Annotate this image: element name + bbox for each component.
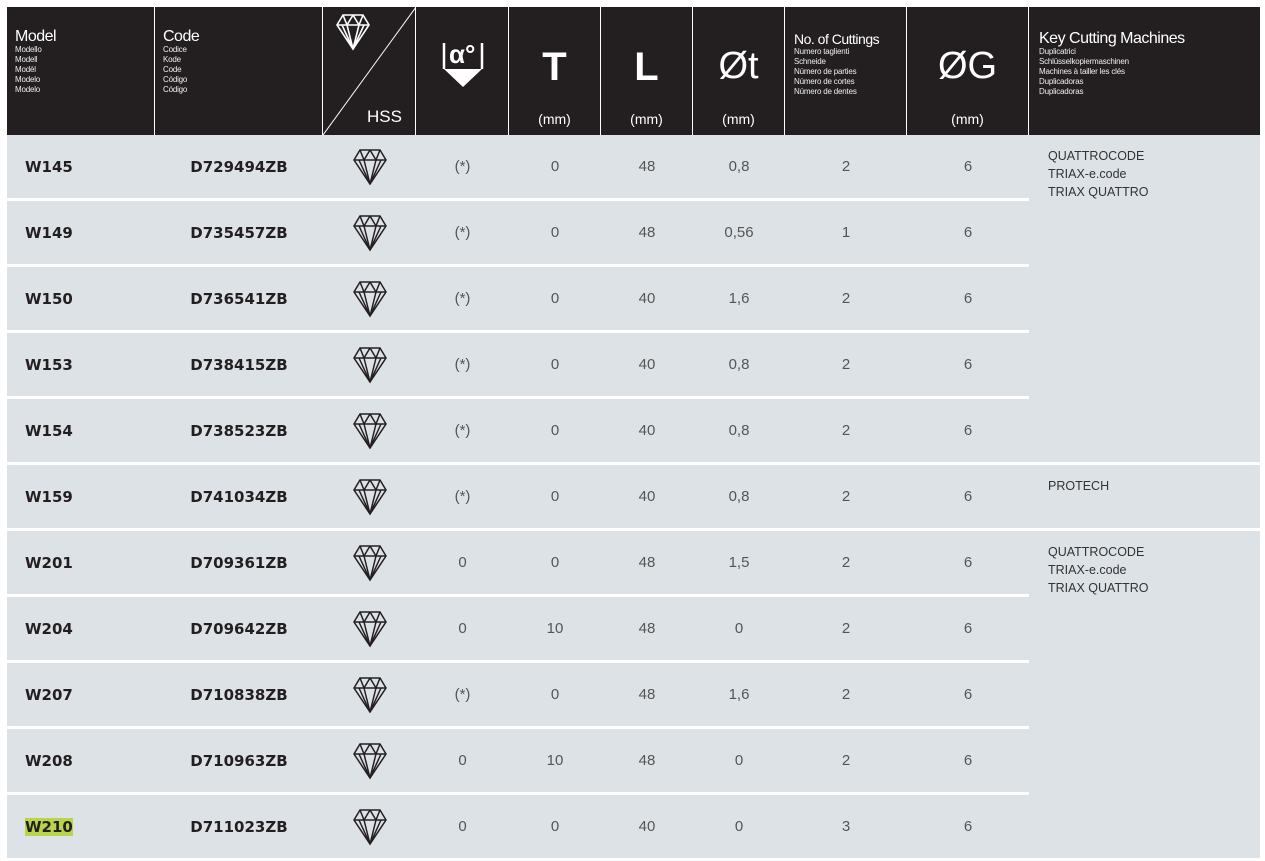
ot-cell: 0 [734,752,744,769]
machine-name: TRIAX QUATTRO [1048,185,1149,199]
material-cell [323,201,416,264]
model-cell [7,795,173,858]
og-cell: 6 [963,554,973,571]
diamond-icon [352,742,388,780]
l-cell: 40 [638,488,656,505]
material-cell [323,531,416,594]
header-og [907,7,1029,135]
l-cell: 40 [638,290,656,307]
t-cell: 0 [550,686,560,703]
machine-name: TRIAX QUATTRO [1048,581,1149,595]
ot-cell: 0,8 [728,158,750,175]
ot-cell: 1,6 [728,686,750,703]
model-cell [7,201,173,264]
model-cell [7,531,173,594]
model-value: W204 [25,619,73,638]
og-cell: 6 [963,224,973,241]
material-cell [323,597,416,660]
machine-name: QUATTROCODE [1048,545,1145,559]
model-value: W210 [25,817,73,836]
header-code-sub: Código [163,75,188,84]
header-model-sub: Modèl [15,65,36,74]
table-row [7,663,1029,729]
header-code-sub: Code [163,65,182,74]
header-machines-sub: Duplicadoras [1039,87,1084,96]
header-l-symbol: L [634,45,659,89]
header-model-sub: Modell [15,55,38,64]
diamond-icon [335,13,371,51]
t-cell: 0 [550,422,560,439]
ot-cell: 0,8 [728,356,750,373]
machine-group [1029,465,1260,531]
ot-cell: 0 [734,818,744,835]
model-value: W154 [25,421,73,440]
cuttings-cell: 2 [841,356,851,373]
angle-cell: (*) [454,290,471,307]
t-cell: 0 [550,224,560,241]
diamond-icon [352,148,388,186]
header-code-sub: Kode [163,55,181,64]
table-row [7,399,1029,465]
diamond-icon [352,676,388,714]
key-cutter-table [7,7,1260,861]
l-cell: 40 [638,422,656,439]
code-cell: D735457ZB [190,223,288,242]
material-cell [323,135,416,198]
header-ot [693,7,785,135]
table-row [7,201,1029,267]
header-model [7,7,155,135]
diamond-icon [352,610,388,648]
header-og-unit: (mm) [951,111,984,127]
material-cell [323,663,416,726]
angle-cell: 0 [458,620,467,637]
model-value: W150 [25,289,73,308]
og-cell: 6 [963,158,973,175]
model-value: W201 [25,553,73,572]
model-value: W207 [25,685,73,704]
header-og-symbol: ØG [937,45,998,87]
header-cuttings [785,7,907,135]
material-cell [323,465,416,528]
l-cell: 48 [638,752,656,769]
table-row [7,729,1029,795]
material-cell [323,333,416,396]
header-l [601,7,693,135]
code-cell: D711023ZB [190,817,288,836]
machine-group [1029,531,1260,861]
table-row [7,135,1029,201]
og-cell: 6 [963,686,973,703]
diamond-icon [352,808,388,846]
l-cell: 48 [638,620,656,637]
model-cell [7,597,173,660]
table-row [7,267,1029,333]
cuttings-cell: 1 [841,224,851,241]
t-cell: 10 [546,620,564,637]
t-cell: 0 [550,290,560,307]
code-cell: D729494ZB [190,157,288,176]
og-cell: 6 [963,290,973,307]
header-machines-sub: Schlüsselkopiermaschinen [1039,57,1129,66]
diamond-icon [352,214,388,252]
model-cell [7,465,173,528]
diamond-icon [352,412,388,450]
header-material-label: HSS [367,107,402,126]
og-cell: 6 [963,422,973,439]
material-cell [323,399,416,462]
angle-cell: 0 [458,818,467,835]
header-cuttings-sub: Número de cortes [794,77,855,86]
model-value: W149 [25,223,73,242]
diamond-icon [352,544,388,582]
header-cuttings-sub: Número de parties [794,67,857,76]
header-ot-unit: (mm) [722,111,755,127]
table-row [7,531,1029,597]
cuttings-cell: 2 [841,422,851,439]
header-cuttings-sub: Número de dentes [794,87,857,96]
header-t [509,7,601,135]
header-code [155,7,323,135]
l-cell: 48 [638,686,656,703]
og-cell: 6 [963,818,973,835]
machine-name: TRIAX-e.code [1048,563,1127,577]
model-value: W159 [25,487,73,506]
header-angle-symbol: α° [449,39,476,69]
model-cell [7,663,173,726]
angle-cell: (*) [454,158,471,175]
header-cuttings-title: No. of Cuttings [794,31,880,47]
ot-cell: 0,8 [728,422,750,439]
ot-cell: 1,5 [728,554,750,571]
header-machines-sub: Duplicatrici [1039,47,1076,56]
model-cell [7,135,173,198]
angle-cell: (*) [454,488,471,505]
angle-cell: (*) [454,686,471,703]
header-code-sub: Codice [163,45,187,54]
model-value: W208 [25,751,73,770]
header-t-unit: (mm) [538,111,571,127]
code-cell: D710963ZB [190,751,288,770]
table-row [7,597,1029,663]
code-cell: D736541ZB [190,289,288,308]
model-cell [7,399,173,462]
cuttings-cell: 3 [841,818,851,835]
header-angle [416,7,509,135]
ot-cell: 0 [734,620,744,637]
t-cell: 0 [550,818,560,835]
code-cell: D709361ZB [190,553,288,572]
header-model-sub: Modello [15,45,42,54]
machine-name: TRIAX-e.code [1048,167,1127,181]
machines-column [1029,135,1260,861]
t-cell: 10 [546,752,564,769]
header-ot-symbol: Øt [718,45,759,87]
l-cell: 48 [638,554,656,571]
cuttings-cell: 2 [841,488,851,505]
header-machines-sub: Duplicadoras [1039,77,1084,86]
angle-cell: 0 [458,752,467,769]
code-cell: D710838ZB [190,685,288,704]
machine-name: PROTECH [1048,479,1110,493]
diamond-icon [352,280,388,318]
header-l-unit: (mm) [630,111,663,127]
angle-cell: (*) [454,224,471,241]
model-cell [7,729,173,792]
t-cell: 0 [550,554,560,571]
og-cell: 6 [963,620,973,637]
material-cell [323,795,416,858]
table-row [7,333,1029,399]
l-cell: 40 [638,356,656,373]
t-cell: 0 [550,158,560,175]
code-cell: D709642ZB [190,619,288,638]
table-header [7,7,1260,135]
ot-cell: 0,56 [724,224,754,241]
ot-cell: 0,8 [728,488,750,505]
l-cell: 48 [638,224,656,241]
og-cell: 6 [963,356,973,373]
t-cell: 0 [550,356,560,373]
model-cell [7,333,173,396]
table-body [7,135,1260,861]
header-machines-title: Key Cutting Machines [1039,30,1185,47]
cuttings-cell: 2 [841,620,851,637]
table-row [7,465,1029,531]
table-row [7,795,1029,861]
header-t-symbol: T [542,45,567,89]
cuttings-cell: 2 [841,158,851,175]
cuttings-cell: 2 [841,752,851,769]
og-cell: 6 [963,488,973,505]
cuttings-cell: 2 [841,554,851,571]
machine-group [1029,135,1260,465]
header-material [323,7,416,135]
machine-name: QUATTROCODE [1048,149,1145,163]
material-cell [323,729,416,792]
header-code-sub: Código [163,85,188,94]
l-cell: 40 [638,818,656,835]
cuttings-cell: 2 [841,686,851,703]
code-cell: D741034ZB [190,487,288,506]
model-value: W145 [25,157,73,176]
diamond-icon [352,478,388,516]
ot-cell: 1,6 [728,290,750,307]
angle-cell: (*) [454,422,471,439]
header-cuttings-sub: Numero taglienti [794,47,850,56]
header-model-title: Model [15,28,57,45]
angle-cell: 0 [458,554,467,571]
cuttings-cell: 2 [841,290,851,307]
model-value: W153 [25,355,73,374]
og-cell: 6 [963,752,973,769]
header-model-sub: Modelo [15,75,41,84]
header-code-title: Code [163,28,200,45]
header-machines-sub: Machines à tailler les clés [1039,67,1125,76]
angle-cell: (*) [454,356,471,373]
header-machines [1029,7,1260,135]
l-cell: 48 [638,158,656,175]
diamond-icon [352,346,388,384]
header-model-sub: Modelo [15,85,41,94]
model-cell [7,267,173,330]
code-cell: D738523ZB [190,421,288,440]
material-cell [323,267,416,330]
code-cell: D738415ZB [190,355,288,374]
header-cuttings-sub: Schneide [794,57,826,66]
t-cell: 0 [550,488,560,505]
